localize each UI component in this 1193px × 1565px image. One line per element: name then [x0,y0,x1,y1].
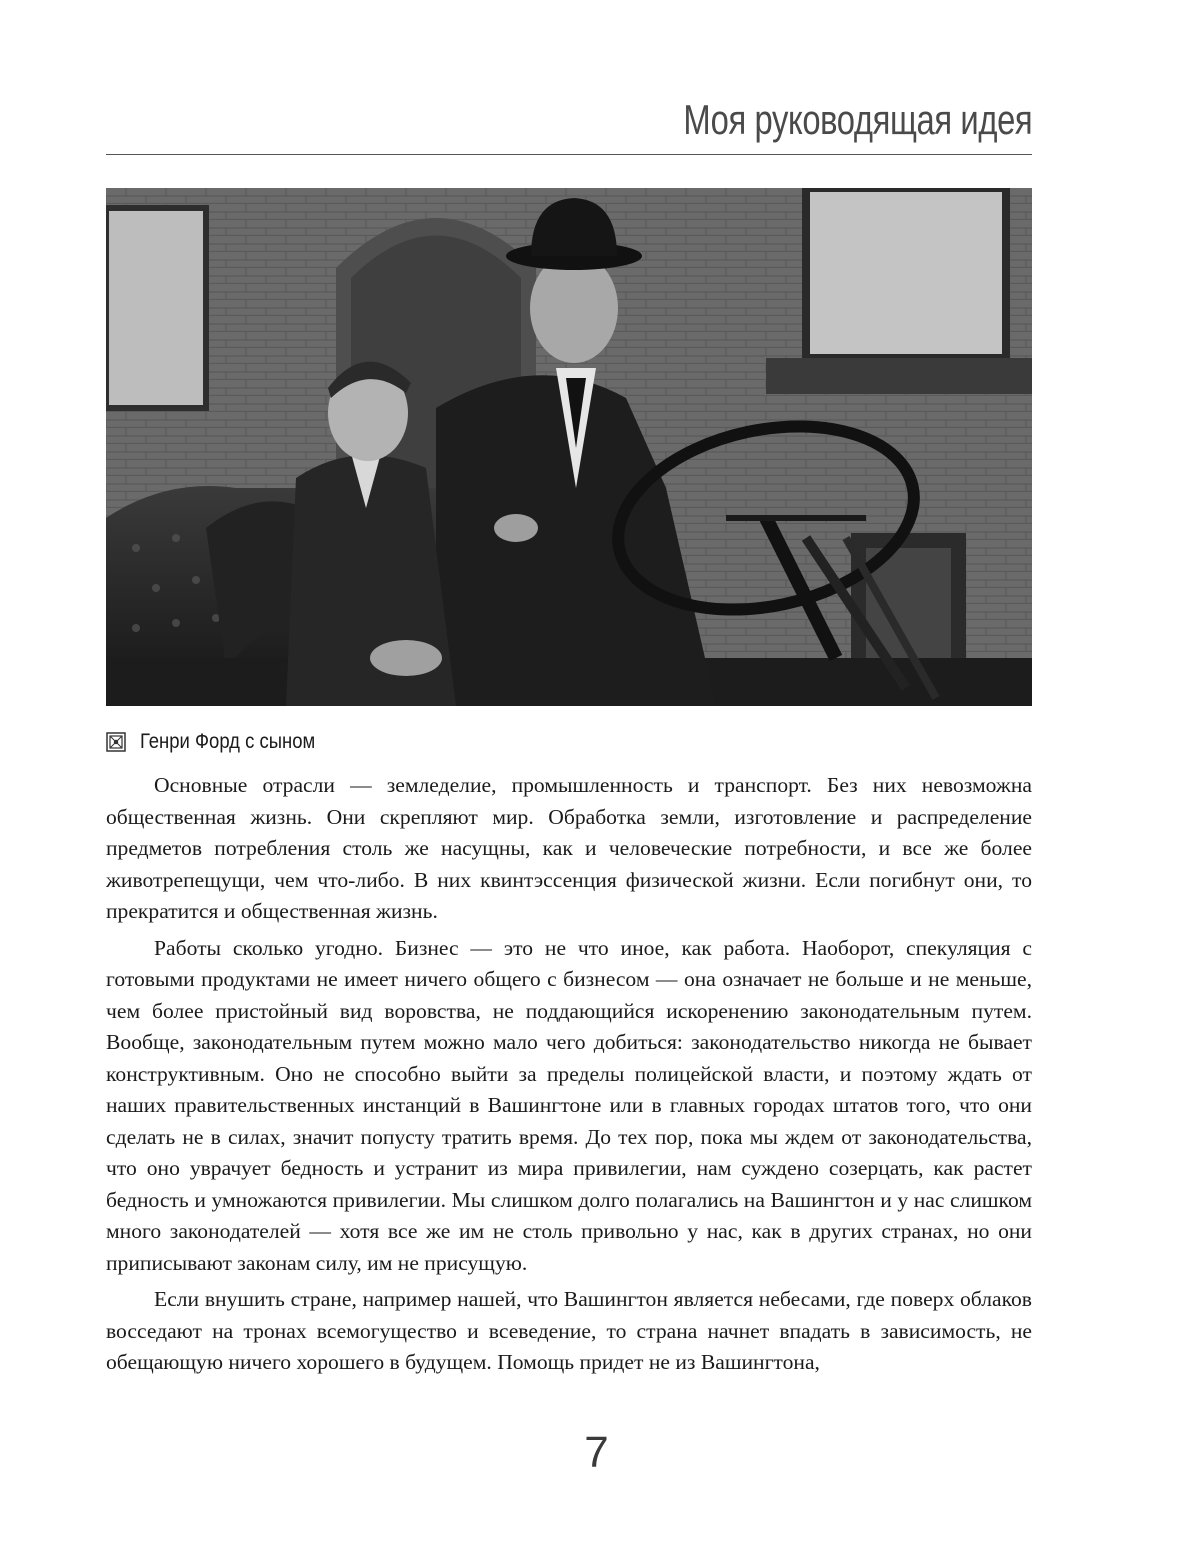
paragraph-1: Основные отрасли — земледелие, промышленность и транспорт. Без них невозможна общественная жизнь. Они скрепляют мир. Обработка земли, изготовление и распределение предметов потребления столь же насущны, как и человеческие потребности, и все же более животрепещущи, чем что-либо. В них квинтэссенция физической жизни. Если погибнут они, то прекратится и общественная жизнь. [106,773,1032,923]
caption-text: Генри Форд с сыном [140,730,316,753]
paragraph-2: Работы сколько угодно. Бизнес — это не что иное, как работа. Наоборот, спекуляция с готовыми продуктами не имеет ничего общего с бизнесом — она означает не больше и не меньше, чем более пристойный вид воровства, не поддающийся искоренению законодательным путем. Вообще, законодательным путем можно мало чего добиться: законодательство никогда не бывает конструктивным. Оно не способно выйти за пределы полицейской власти, и поэтому ждать от наших правительственных инстанций в Вашингтоне или в главных городах штатов того, что они сделать не в силах, значит попусту тратить время. До тех пор, пока мы ждем от законодательства, что оно уврачует бедность и устранит из мира привилегии, нам суждено созерцать, как растет бедность и умножаются привилегии. Мы слишком долго полагались на Вашингтон и у нас слишком много законодателей — хотя все же им не столь привольно у нас, как в других странах, но они приписывают законам силу, им не присущую. [106,935,1032,1275]
photo-father-and-son-in-car [106,188,1032,706]
figure-caption [106,728,339,756]
photo-illustration [106,188,1032,706]
page-number: 7 [584,1428,609,1477]
paragraph-3: Если внушить стране, например нашей, что Вашингтон является небесами, где поверх облаков восседают на тронах всемогущество и всеведение, то страна начнет впадать в зависимость, не обещающую ничего хорошего в будущем. Помощь придет не из Вашингтона, [106,1287,1032,1374]
running-header [106,92,1032,155]
running-title: Моя руководящая идея [683,96,1032,143]
ornament-icon [106,732,126,752]
body-text [106,770,1032,1384]
